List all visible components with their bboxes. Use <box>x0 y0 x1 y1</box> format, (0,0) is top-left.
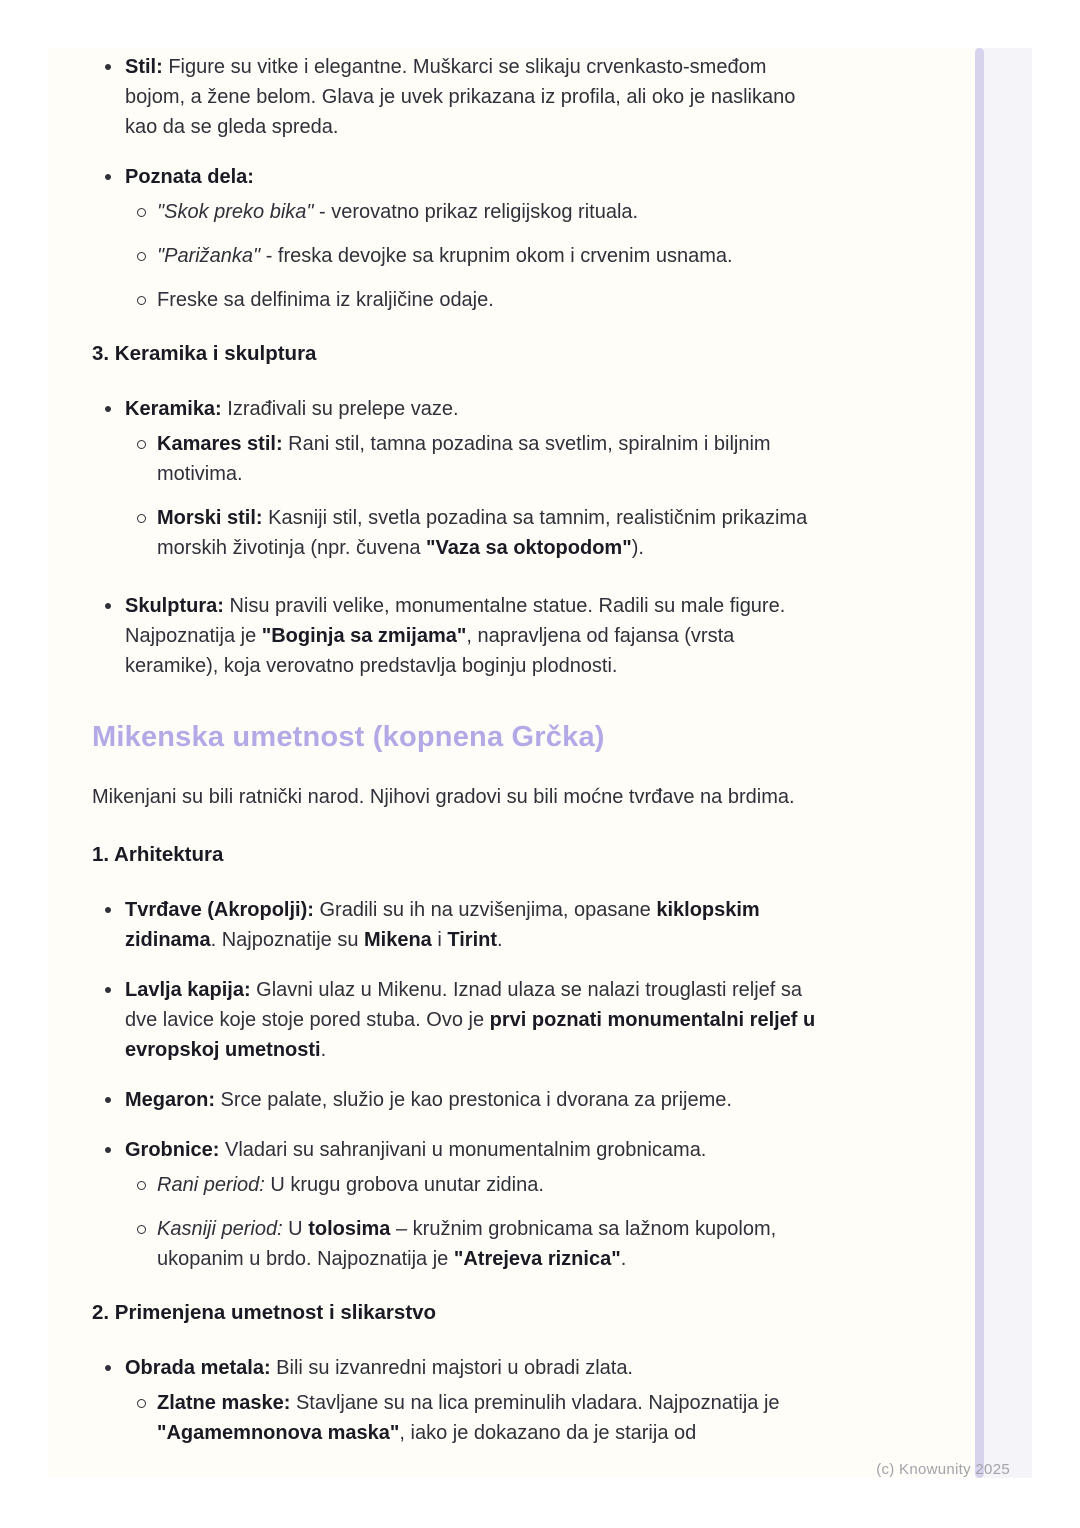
section-heading <box>92 339 830 369</box>
bullet-dot-icon <box>105 603 111 609</box>
bullet-dot-icon <box>105 1147 111 1153</box>
li1-text: Keramika: Izrađivali su prelepe vaze. <box>125 398 459 420</box>
bullet-item <box>92 591 830 681</box>
chapter-heading <box>92 717 830 757</box>
document-content <box>92 48 830 1448</box>
scrollbar-thumb[interactable] <box>975 48 984 1478</box>
section-heading <box>92 840 830 870</box>
bullet-circle-icon <box>137 1181 146 1190</box>
para-text: Mikenjani su bili ratnički narod. Njihovi gradovi su bili moćne tvrđave na brdima. <box>92 786 795 808</box>
li2-text: Morski stil: Kasniji stil, svetla pozadina sa tamnim, realističnim prikazima morskih životinja (npr. čuvena "Vaza sa oktopodom"). <box>157 507 808 559</box>
document-page <box>48 48 975 1478</box>
bullet-dot-icon <box>105 64 111 70</box>
li1-text: Skulptura: Nisu pravili velike, monumentalne statue. Radili su male figure. Najpoznatija je "Boginja sa zmijama", napravljena od fajansa (vrsta keramike), koja verovatno predstavlja boginju plodnosti. <box>125 595 786 677</box>
paragraph <box>92 781 830 814</box>
h3-text: 1. Arhitektura <box>92 843 224 866</box>
h3-text: 3. Keramika i skulptura <box>92 342 317 365</box>
h3-text: 2. Primenjena umetnost i slikarstvo <box>92 1301 437 1324</box>
bullet-circle-icon <box>137 514 146 523</box>
bullet-dot-icon <box>105 174 111 180</box>
sub-bullet-item <box>124 503 830 563</box>
li2-text: "Skok preko bika" - verovatno prikaz religijskog rituala. <box>157 201 639 223</box>
bullet-dot-icon <box>105 987 111 993</box>
bullet-item <box>92 1135 830 1165</box>
sub-bullet-item <box>124 429 830 489</box>
watermark: (c) Knowunity 2025 <box>876 1461 1010 1478</box>
sub-bullet-item <box>124 1388 830 1448</box>
sub-bullet-item <box>124 197 830 227</box>
section-heading <box>92 1298 830 1328</box>
li1-text: Poznata dela: <box>125 166 254 188</box>
sub-bullet-item <box>124 1214 830 1274</box>
bullet-circle-icon <box>137 252 146 261</box>
bullet-circle-icon <box>137 1399 146 1408</box>
bullet-dot-icon <box>105 907 111 913</box>
li1-text: Tvrđave (Akropolji): Gradili su ih na uzvišenjima, opasane kiklopskim zidinama. Najpoznatije su Mikena i Tirint. <box>125 899 760 951</box>
bullet-item <box>92 1085 830 1115</box>
bullet-circle-icon <box>137 1225 146 1234</box>
li1-text: Lavlja kapija: Glavni ulaz u Mikenu. Iznad ulaza se nalazi trouglasti reljef sa dve lavice koje stoje pored stuba. Ovo je prvi poznati monumentalni reljef u evropskoj umetnosti. <box>125 979 816 1061</box>
bullet-item <box>92 895 830 955</box>
li2-text: Kasniji period: U tolosima – kružnim grobnicama sa lažnom kupolom, ukopanim u brdo. Najpoznatija je "Atrejeva riznica". <box>157 1218 777 1270</box>
li2-text: Freske sa delfinima iz kraljičine odaje. <box>157 289 494 311</box>
li2-text: Zlatne maske: Stavljane su na lica preminulih vladara. Najpoznatija je "Agamemnonova maska", iako je dokazano da je starija od <box>157 1392 780 1444</box>
bullet-item <box>92 975 830 1065</box>
bullet-item <box>92 394 830 424</box>
sub-bullet-item <box>124 285 830 315</box>
li1-text: Obrada metala: Bili su izvanredni majstori u obradi zlata. <box>125 1357 633 1379</box>
bullet-circle-icon <box>137 296 146 305</box>
li1-text: Stil: Figure su vitke i elegantne. Muškarci se slikaju crvenkasto-smeđom bojom, a žene belom. Glava je uvek prikazana iz profila, ali oko je naslikano kao da se gleda spreda. <box>125 56 796 138</box>
li1-text: Megaron: Srce palate, služio je kao prestonica i dvorana za prijeme. <box>125 1089 732 1111</box>
bullet-dot-icon <box>105 1097 111 1103</box>
bullet-item <box>92 1353 830 1383</box>
bullet-dot-icon <box>105 406 111 412</box>
bullet-circle-icon <box>137 440 146 449</box>
bullet-item <box>92 162 830 192</box>
sub-bullet-item <box>124 1170 830 1200</box>
bullet-circle-icon <box>137 208 146 217</box>
h2-text: Mikenska umetnost (kopnena Grčka) <box>92 721 605 753</box>
li2-text: "Parižanka" - freska devojke sa krupnim okom i crvenim usnama. <box>157 245 733 267</box>
bullet-dot-icon <box>105 1365 111 1371</box>
li2-text: Kamares stil: Rani stil, tamna pozadina sa svetlim, spiralnim i biljnim motivima. <box>157 433 771 485</box>
li2-text: Rani period: U krugu grobova unutar zidina. <box>157 1174 544 1196</box>
sub-bullet-item <box>124 241 830 271</box>
bullet-item <box>92 52 830 142</box>
side-panel <box>984 48 1032 1478</box>
li1-text: Grobnice: Vladari su sahranjivani u monumentalnim grobnicama. <box>125 1139 707 1161</box>
